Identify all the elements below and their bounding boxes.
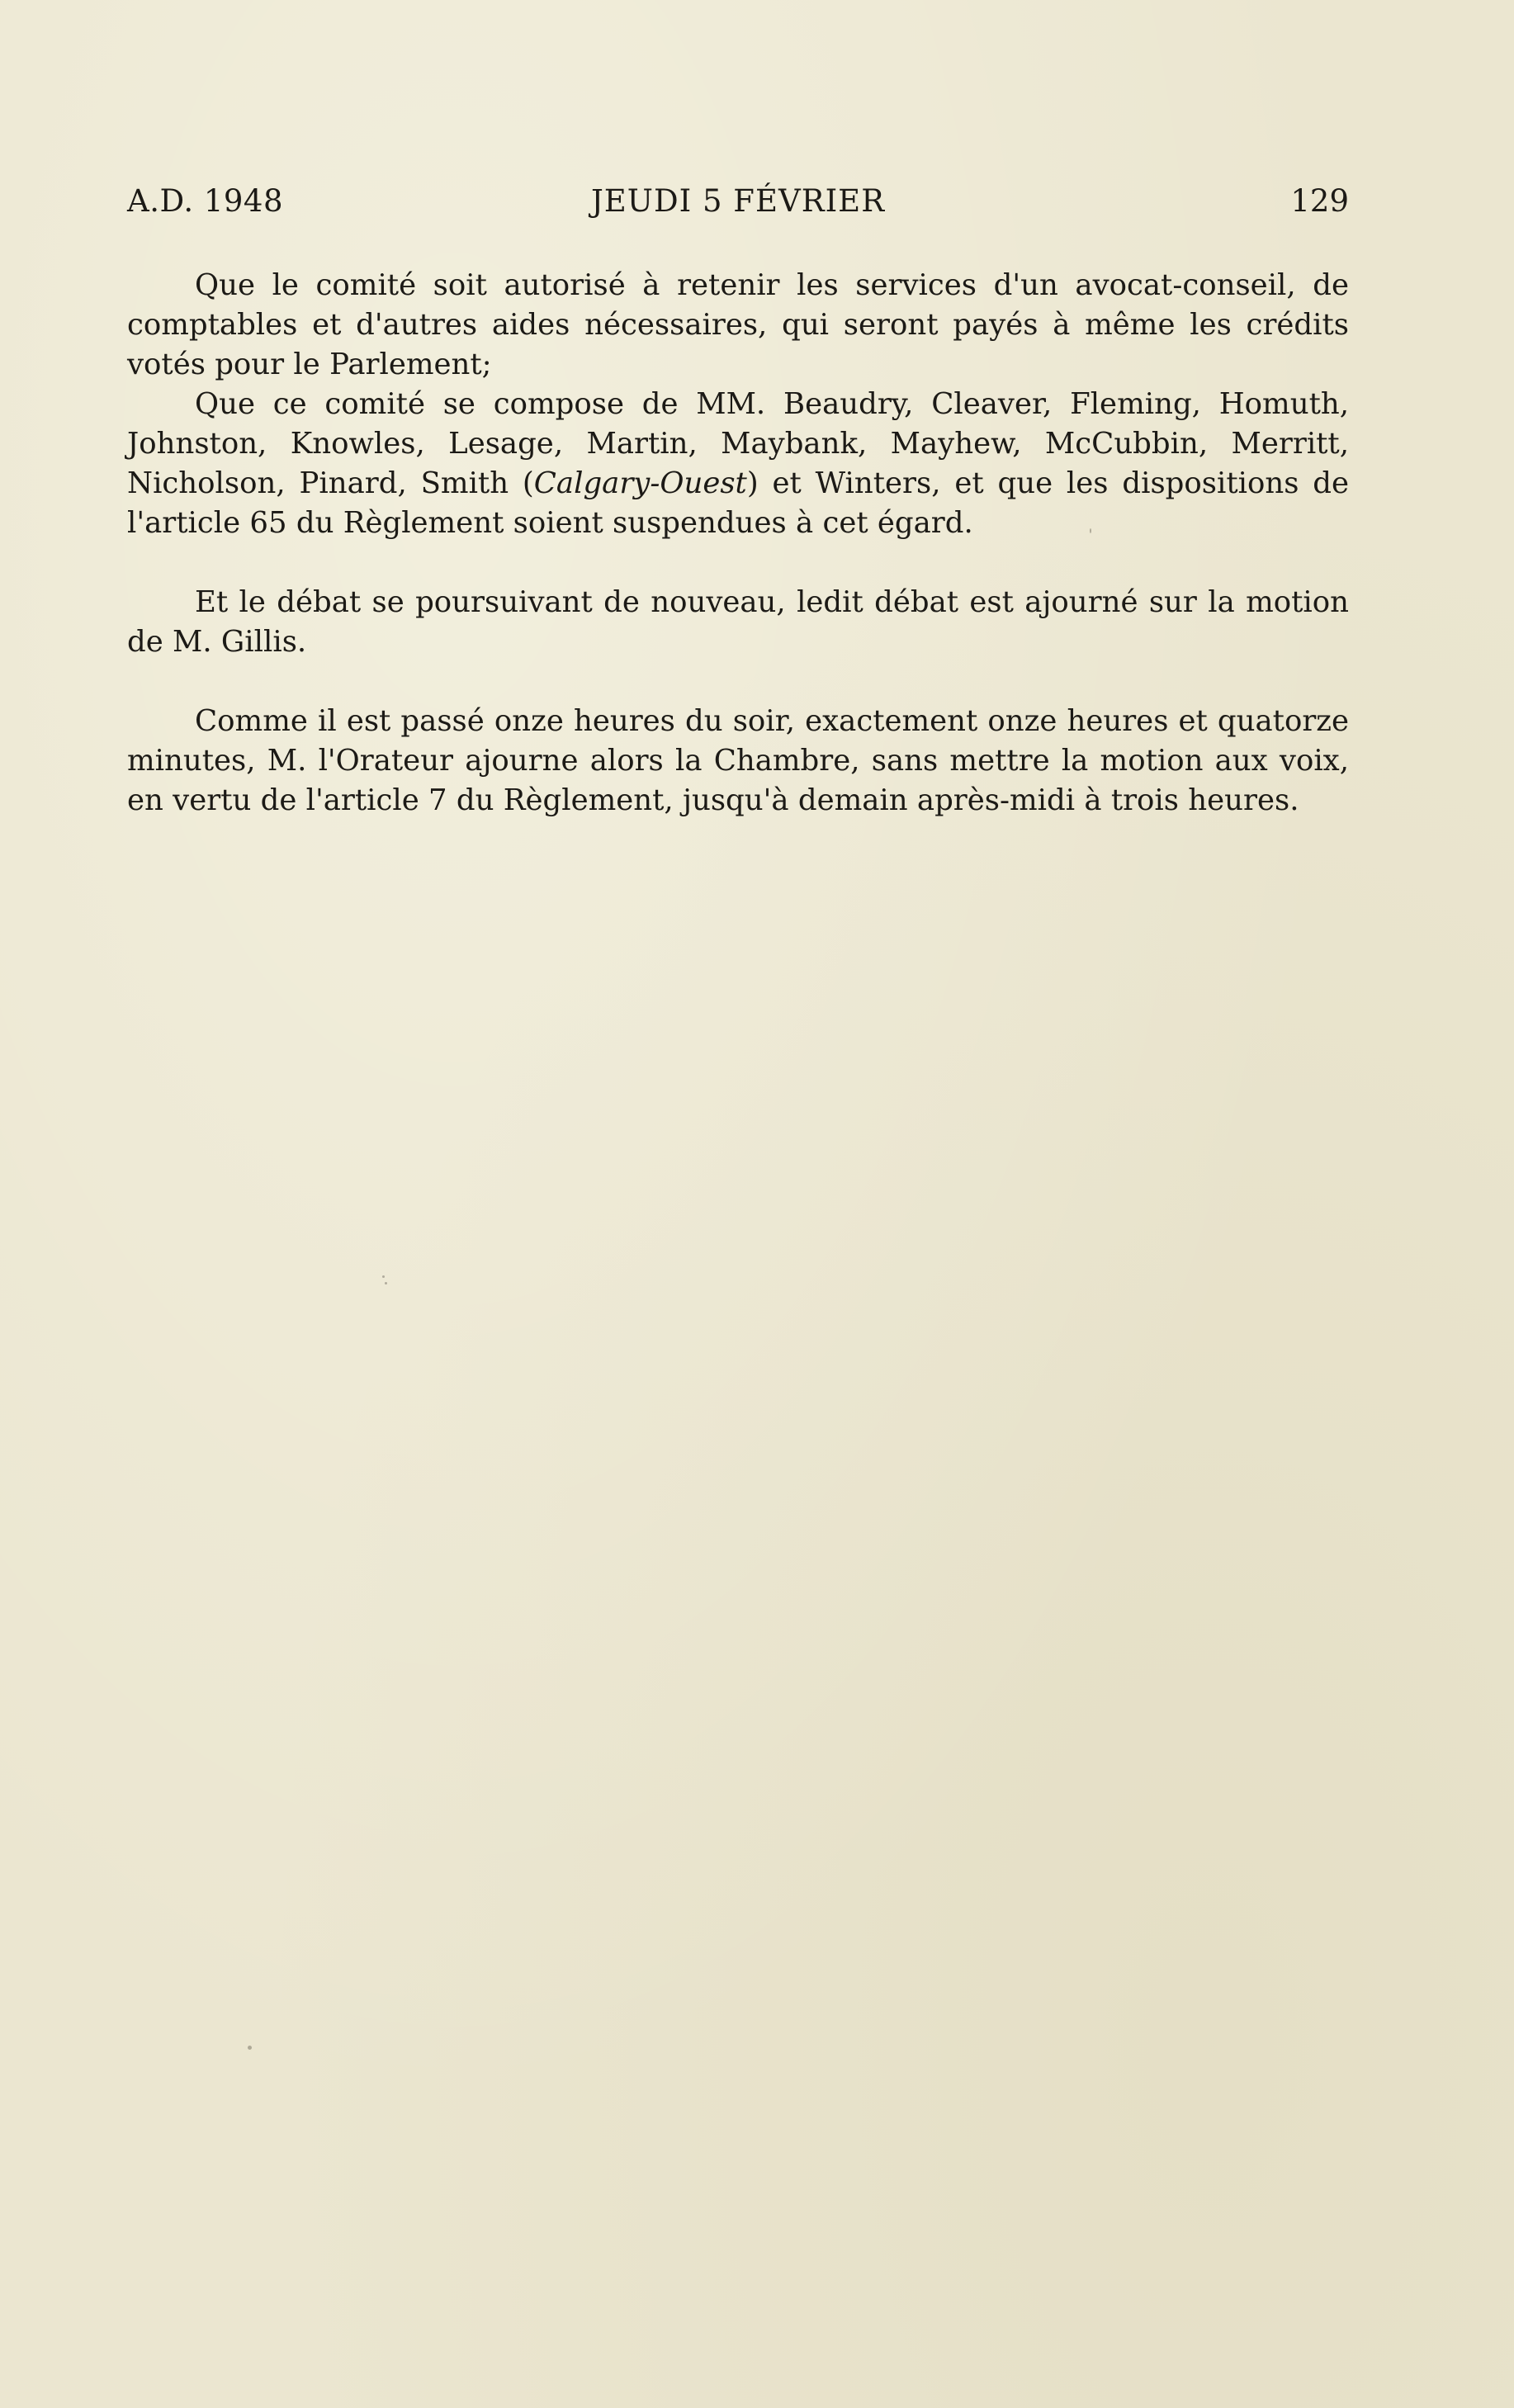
members-text-end: ) et Winters, et que les dispositions de l'article 65 du Règlement soient suspendues à cet égard. bbox=[127, 466, 1350, 540]
riding-name: Calgary-Ouest bbox=[533, 466, 747, 500]
paper-speck bbox=[1090, 528, 1091, 533]
paper-speck bbox=[248, 2046, 252, 2050]
paragraph-committee-services: Que le comité soit autorisé à retenir les services d'un avocat-conseil, de comptables et d'autres aides nécessaires, qui seront payés à même les crédits votés pour le Parlement; bbox=[127, 268, 1349, 381]
paragraph-house-adjourned: Comme il est passé onze heures du soir, exactement onze heures et quatorze minutes, M. l'Orateur ajourne alors la Chambre, sans mettre la motion aux voix, en vertu de l'article 7 du Règlement, jusqu'à demain après-midi à trois heures. bbox=[127, 704, 1349, 817]
page-body bbox=[127, 266, 1349, 821]
members-text-start: Que ce comité se compose de MM. Beaudry, Cleaver, Fleming, Homuth, Johnston, Knowles, Lesage, Martin, Maybank, Mayhew, McCubbin, Merritt, Nicholson, Pinard, Smith ( bbox=[127, 387, 1349, 500]
paper-speck bbox=[382, 1275, 385, 1278]
paper-speck bbox=[385, 1282, 387, 1284]
page-header bbox=[127, 180, 1349, 223]
paragraph-committee-members bbox=[127, 385, 1349, 543]
header-date: JEUDI 5 FÉVRIER bbox=[590, 183, 886, 219]
page-number: 129 bbox=[1290, 183, 1349, 219]
paragraph-debate-adjourned: Et le débat se poursuivant de nouveau, ledit débat est ajourné sur la motion de M. Gillis. bbox=[127, 585, 1349, 659]
header-year: A.D. 1948 bbox=[127, 183, 284, 219]
